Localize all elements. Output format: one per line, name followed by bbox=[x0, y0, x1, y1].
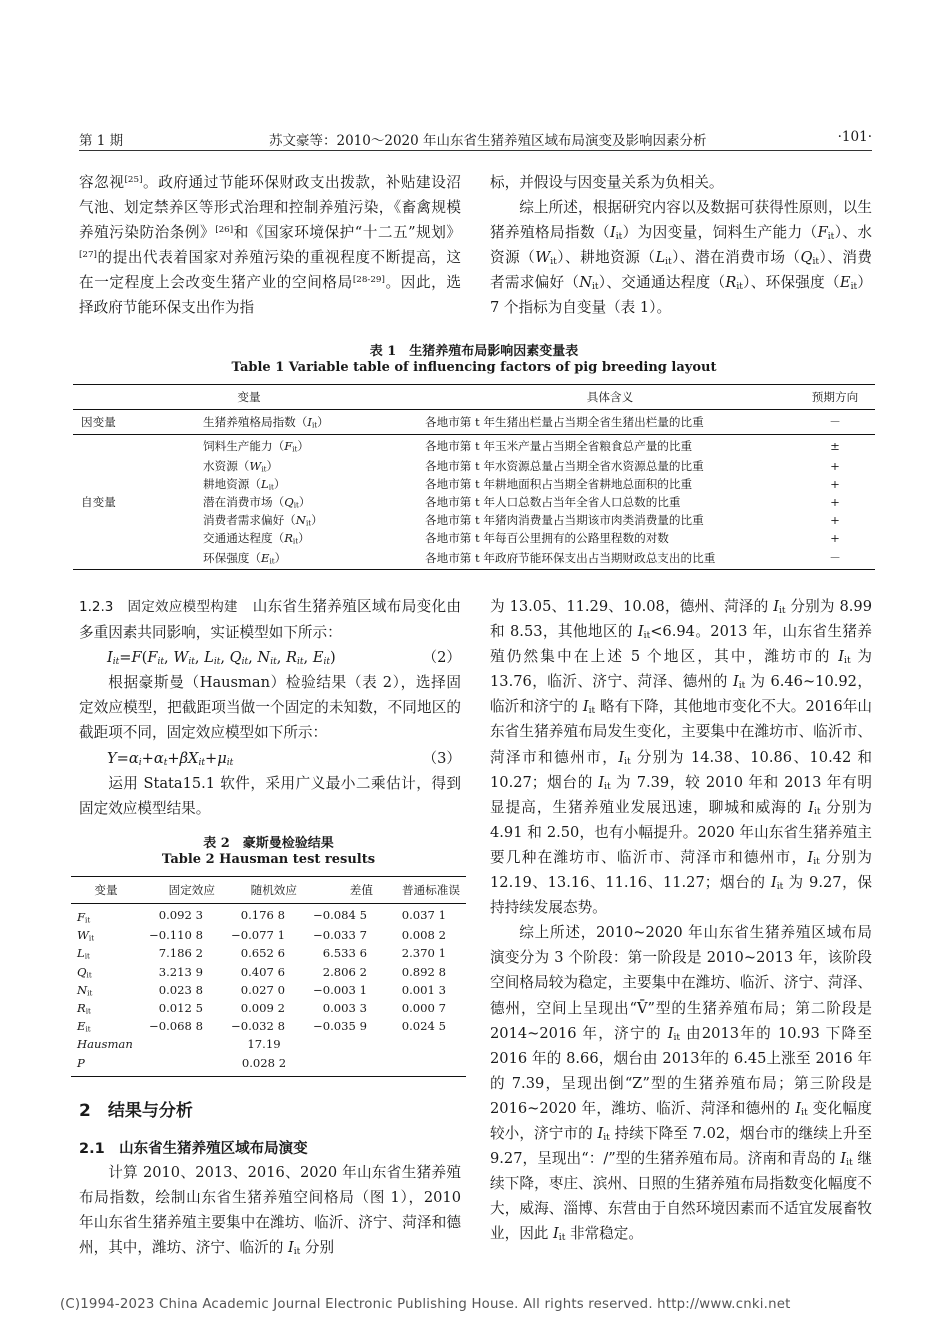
t1-row: 水资源$(W_{it})$ 各地市第 t 年水资源总量占当期全省水资源总量的比重 + bbox=[203, 459, 840, 474]
intro-right-paragraph: 标，并假设与因变量关系为负相关。 综上所述，根据研究内容以及数据可获得性原则，以生猪养殖格局指数$(I_{it})$为因变量，饲料生产能力$(F_{it})$、水资源$(W_{it})$、耕地资源$(L_{it})$、潜在消费市场$(Q_{it})$、消费者需求偏好$(N_{it})$、交通通达程度$(R_{it})$、环保强度$(E_{it})7$ 个指标为自变量（表 1）。 bbox=[490, 174, 872, 317]
equation-2: $I_{it}=F(F_{it}$, $W_{it}$, $L_{it}$, $Q_{it}$, $N_{it}$, $R_{it}$, $E_{it}$) （2） bbox=[107, 649, 461, 667]
issue-number: 第 1 期 bbox=[79, 133, 124, 149]
table1-caption bbox=[73, 344, 875, 376]
equation-3: $Y=\alpha_i+\alpha_t+\beta X_{it}+\mu_{it}$ （3） bbox=[107, 749, 461, 768]
t2-header: 随机效应 bbox=[223, 877, 305, 904]
table2-caption bbox=[71, 836, 466, 868]
table1-caption-cn: 表 1 生猪养殖布局影响因素变量表 bbox=[369, 344, 579, 359]
right-body: 为 13.05、11.29、10.08，德州、菏泽的 $I_{it}$ 分别为 8.99和 8.53，其他地区的 $I_{it}<6.94$。2013 年，山东省生猪养殖仍然集中在上述 5 个地区，其中，潍坊市的 $I_{it}$ 为 13.76，临沂、济宁、菏泽、德州的 $I_{it}$ 为 6.46~10.92，临沂和济宁的 $I_{it}$ 略有下降，其他地市变化不大。2016年山东省生猪养殖布局发生变化，主要集中在潍坊市、临沂市、菏泽市和德州市，$I_{it}$ 分别为 14.38、10.86、10.42 和 10.27；烟台的 $I_{it}$ 为 7.39，较 2010 年和 2013 年有明显提高，生猪养殖业发展迅速，聊城和威海的 $I_{it}$ 分别为 4.91 和 2.50，也有小幅提升。2020 年山东省生猪养殖主要几种在潍坊市、临沂市、菏泽市和德州市，$I_{it}$ 分别为 12.19、13.16、11.16、11.27；烟台的 $I_{it}$ 为 9.27，保持持续发展态势。 综上所述，2010~2020 年山东省生猪养殖区域布局演变分为 3 个阶段：第一阶段是 2010~2013 年，该阶段空间格局较为稳定，主要集中在潍坊、临沂、济宁、菏泽、德州，空间上呈现出“V̄”型的生猪养殖布局；第二阶段是 2014~2016 年，济宁的 $I_{it}$ 由2013年的 10.93 下降至 2016 年的 8.66，烟台由 2013年的 6.45上涨至 2016 年的 7.39，呈现出倒“Z”型的生猪养殖布局；第三阶段是 2016~2020 年，潍坊、临沂、菏泽和德州的 $I_{it}$ 变化幅度较小，济宁市的 $I_{it}$ 持续下降至 7.02，烟台市的继续上升至 9.27，呈现出“：/”型的生猪养殖布局。济南和青岛的 $I_{it}$ 继续下降，枣庄、滨州、日照的生猪养殖布局指数变化幅度不大，威海、淄博、东营由于自然环境因素而不适宜发展畜牧业，因此 $I_{it}$ 非常稳定。 bbox=[490, 598, 873, 1244]
t1-row: 耕地资源$(L_{it})$ 各地市第 t 年耕地面积占当期全省耕地总面积的比重 + bbox=[203, 477, 840, 492]
model-heading: 1.2.3 固定效应模型构建 bbox=[79, 599, 238, 615]
t1-row: 消费者需求偏好$(N_{it})$ 各地市第 t 年猪肉消费量占当期该市肉类消费量的比重 + bbox=[203, 513, 840, 528]
t2-row: $L_{it}$ 7.186 2 0.652 6 6.533 6 2.370 1 bbox=[77, 946, 446, 961]
t2-row: $Q_{it}$ 3.213 9 0.407 6 2.806 2 0.892 8 bbox=[77, 964, 446, 980]
t2-header: 固定效应 bbox=[141, 877, 223, 904]
t2-row: P 0.028 2 bbox=[77, 1055, 287, 1070]
t2-header: 普通标准误 bbox=[387, 877, 466, 904]
t1-row: 环保强度$(E_{it})$ 各地市第 t 年政府节能环保支出占当期财政总支出的比重 － bbox=[203, 551, 841, 566]
t2-row: Hausman 17.19 bbox=[77, 1037, 281, 1052]
t1-row: 交通通达程度$(R_{it})$ 各地市第 t 年每百公里拥有的公路里程数的对数 + bbox=[203, 531, 840, 546]
t1-row: 饲料生产能力$(F_{it})$ 各地市第 t 年玉米产量占当期全省粮食总产量的比重 ± bbox=[203, 439, 840, 454]
t1-row: 自变量 潜在消费市场$(Q_{it})$ 各地市第 t 年人口总数占当年全省人口总数的比重 + bbox=[81, 495, 840, 510]
t2-row: $R_{it}$ 0.012 5 0.009 2 0.003 3 0.000 7 bbox=[77, 1001, 446, 1016]
page-number: ·101· bbox=[837, 129, 872, 145]
t1-header-direction: 预期方向 bbox=[795, 385, 875, 410]
intro-left-paragraph: 容忽视[25]。政府通过节能环保财政支出拨款，补贴建设沼气池、划定禁养区等形式治理和控制养殖污染，《畜禽规模养殖污染防治条例》[26]和《国家环境保护“十二五”规划》[27]的提出代表着国家对养殖污染的重视程度不断提高，这在一定程度上会改变生猪产业的空间格局[28-29]。因此，选择政府节能环保支出作为指 bbox=[79, 174, 461, 317]
table2-caption-en: Table 2 Hausman test results bbox=[161, 852, 376, 867]
section21-title: 2.1 山东省生猪养殖区域布局演变 bbox=[79, 1141, 308, 1157]
t2-header: 差值 bbox=[305, 877, 387, 904]
t2-row: $E_{it}$ −0.068 8 −0.032 8 −0.035 9 0.024 5 bbox=[77, 1019, 446, 1034]
running-header bbox=[79, 126, 872, 151]
t2-header: 变量 bbox=[71, 877, 141, 904]
t2-row: $W_{it}$ −0.110 8 −0.077 1 −0.033 7 0.008 2 bbox=[77, 928, 446, 943]
table2 bbox=[71, 876, 466, 1077]
table1 bbox=[73, 384, 875, 570]
t1-header-variable: 变量 bbox=[73, 385, 425, 410]
section21-paragraph: 计算 2010、2013、2016、2020 年山东省生猪养殖布局指数，绘制山东省生猪养殖空间格局（图 1），2010 年山东省生猪养殖主要集中在潍坊、临沂、济宁、菏泽和德州，其中，潍坊、济宁、临沂的 $I_{it}$ 分别 bbox=[79, 1164, 461, 1258]
copyright-footer: (C)1994-2023 China Academic Journal Electronic Publishing House. All rights reserved. http://www.cnki.net bbox=[60, 1297, 791, 1312]
running-title: 苏文豪等：2010～2020 年山东省生猪养殖区域布局演变及影响因素分析 bbox=[269, 133, 707, 149]
t1-header-meaning: 具体含义 bbox=[425, 385, 795, 410]
section2-title: 2 结果与分析 bbox=[79, 1101, 193, 1121]
t2-row: $F_{it}$ 0.092 3 0.176 8 −0.084 5 0.037 1 bbox=[77, 908, 446, 925]
table2-caption-cn: 表 2 豪斯曼检验结果 bbox=[203, 836, 334, 851]
model-section: 1.2.3 固定效应模型构建 山东省生猪养殖区域布局变化由多重因素共同影响，实证模型如下所示： $I_{it}=F(F_{it}$, $W_{it}$, $L_{it}$, $Q_{it}$, $N_{it}$, $R_{it}$, $E_{it}$) （2） 根据豪斯曼（Hausman）检验结果（表 2），选择固定效应模型，把截距项当做一个固定的未知数，不同地区的截距项不同，固定效应模型如下所示： $Y=\alpha_i+\alpha_t+\beta X_{it}+\mu_{it}$ （3） 运用 Stata15.1 软件，采用广义最小二乘估计，得到固定效应模型结果。 bbox=[79, 598, 461, 817]
t2-row: $N_{it}$ 0.023 8 0.027 0 −0.003 1 0.001 3 bbox=[77, 982, 446, 998]
table1-caption-en: Table 1 Variable table of influencing factors of pig breeding layout bbox=[231, 360, 717, 375]
t1-row: 因变量 生猪养殖格局指数$(I_{it})$ 各地市第 t 年生猪出栏量占当期全省生猪出栏量的比重 － bbox=[73, 410, 875, 435]
